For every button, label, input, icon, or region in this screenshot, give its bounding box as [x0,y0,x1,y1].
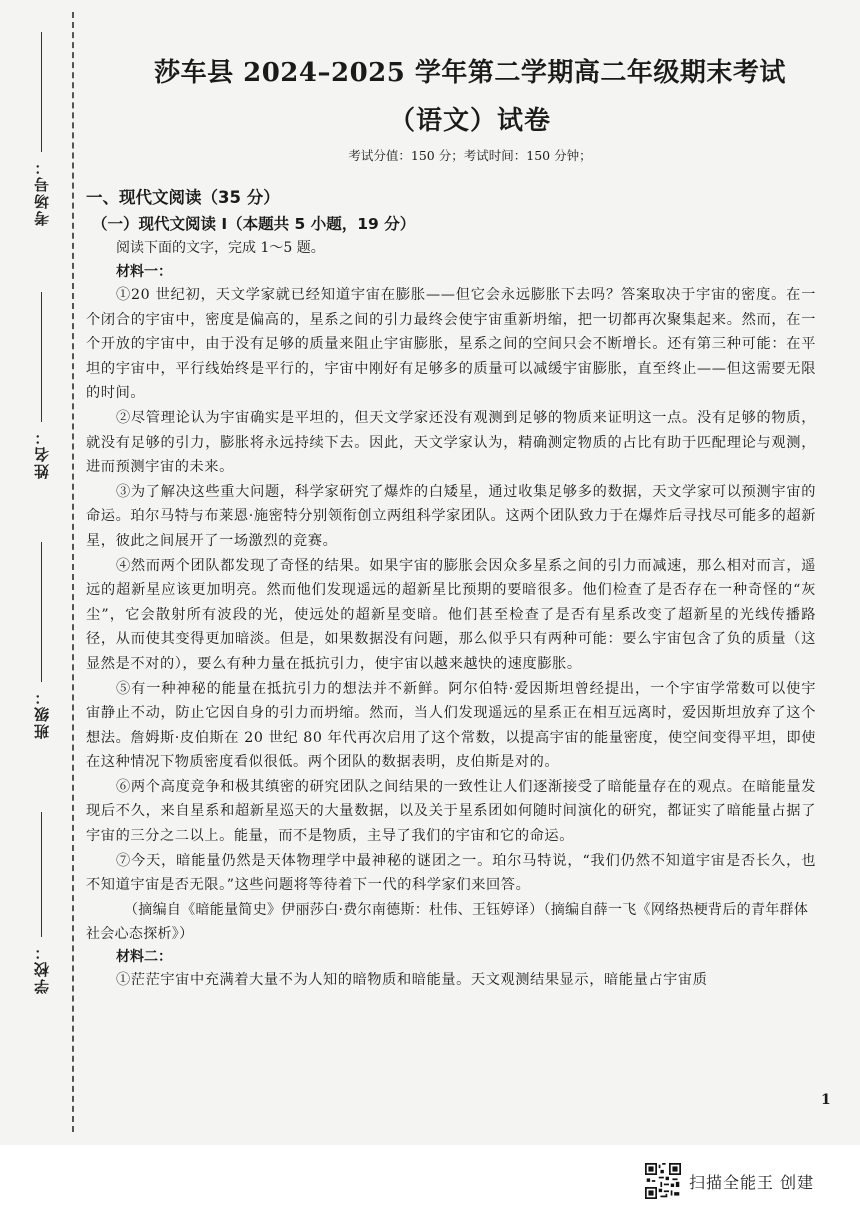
paragraph-6: ⑥两个高度竞争和极其缜密的研究团队之间结果的一致性让人们逐渐接受了暗能量存在的观点。在暗能量发现后不久，来自星系和超新星巡天的大量数据，以及关于星系团如何随时间演化的研究，都证实了暗能量占据了宇宙的三分之二以上。能量，而不是物质，主导了我们的宇宙和它的命运。 [86,778,816,845]
class-label: 班级： [32,688,51,739]
subsection-heading: （一）现代文阅读 I（本题共 5 小题，19 分） [92,215,416,233]
paragraph-1: ①20 世纪初，天文学家就已经知道宇宙在膨胀——但它会永远膨胀下去吗？答案取决于宇宙的密度。在一个闭合的宇宙中，密度是偏高的，星系之间的引力最终会使宇宙重新坍缩，把一切都再次聚集起来。然而，在一个开放的宇宙中，由于没有足够的质量来阻止宇宙膨胀，星系之间的空间只会不断增长。还有第三种可能：在平坦的宇宙中，平行线始终是平行的，宇宙中刚好有足够多的质量可以减缓宇宙膨胀，直至终止——但这需要无限的时间。 [86,287,816,402]
material-two-label: 材料二： [116,948,172,965]
name-field [16,292,66,479]
reading-section [86,184,816,992]
qr-code-icon [645,1163,681,1199]
scanner-watermark [645,1163,814,1199]
school-label: 学校： [32,943,51,994]
scanner-credit: 扫描全能王 创建 [689,1172,815,1192]
material-one-label: 材料一： [116,264,172,280]
instruction: 阅读下面的文字，完成 1～5 题。 [116,240,325,256]
binding-strip [14,12,74,1132]
material-two-paragraph: ①茫茫宇宙中充满着大量不为人知的暗物质和暗能量。天文观测结果显示，暗能量占宇宙质 [116,971,708,988]
exam-room-label: 考场号： [32,158,51,226]
section-heading: 一、现代文阅读（35 分） [86,188,280,207]
name-label: 姓名： [32,428,51,479]
class-field [16,542,66,739]
paragraph-7: ⑦今天，暗能量仍然是天体物理学中最神秘的谜团之一。珀尔马特说，“我们仍然不知道宇宙是否长久，也不知道宇宙是否无限。”这些问题将等待着下一代的科学家们来回答。 [86,852,816,894]
exam-meta: 考试分值：150 分；考试时间：150 分钟； [348,148,592,163]
school-field [16,812,66,994]
page-number: 1 [821,1092,831,1108]
exam-subtitle: （语文）试卷 [388,106,551,136]
exam-room-field [16,32,66,226]
paragraph-4: ④然而两个团队都发现了奇怪的结果。如果宇宙的膨胀会因众多星系之间的引力而减速，那么相对而言，遥远的超新星应该更加明亮。然而他们发现遥远的超新星比预期的要暗很多。他们检查了是否存在一种奇怪的“灰尘”，它会散射所有波段的光，使远处的超新星变暗。他们甚至检查了是否有星系改变了超新星的光线传播路径，从而使其变得更加暗淡。但是，如果数据没有问题，那么似乎只有两种可能：要么宇宙包含了负的质量（这显然是不对的），要么有种力量在抵抗引力，使宇宙以越来越快的速度膨胀。 [86,557,817,672]
exam-title: 莎车县 2024–2025 学年第二学期高二年级期末考试 [154,58,786,88]
paragraph-3: ③为了解决这些重大问题，科学家研究了爆炸的白矮星，通过收集足够多的数据，天文学家可以预测宇宙的命运。珀尔马特与布莱恩·施密特分别领衔创立两组科学家团队。这两个团队致力于在爆炸后寻找尽可能多的超新星，彼此之间展开了一场激烈的竞赛。 [86,483,816,549]
paragraph-5: ⑤有一种神秘的能量在抵抗引力的想法并不新鲜。阿尔伯特·爱因斯坦曾经提出，一个宇宙学常数可以使宇宙静止不动，防止它因自身的引力而坍缩。然而，当人们发现遥远的星系正在相互远离时，爱因斯坦放弃了这个想法。詹姆斯·皮伯斯在 20 世纪 80 年代再次启用了这个常数，以提高宇宙的能量密度，使空间变得平坦，即使在这种情况下物质密度看似很低。两个团队的数据表明，皮伯斯是对的。 [86,680,816,771]
paragraph-2: ②尽管理论认为宇宙确实是平坦的，但天文学家还没有观测到足够的物质来证明这一点。没有足够的物质，就没有足够的引力，膨胀将永远持续下去。因此，天文学家认为，精确测定物质的占比有助于匹配理论与观测，进而预测宇宙的未来。 [86,409,816,476]
source-citation: （摘编自《暗能量简史》伊丽莎白·费尔南德斯：杜伟、王钰婷译）（摘编自薛一飞《网络热梗背后的青年群体社会心态探析》） [86,901,809,942]
